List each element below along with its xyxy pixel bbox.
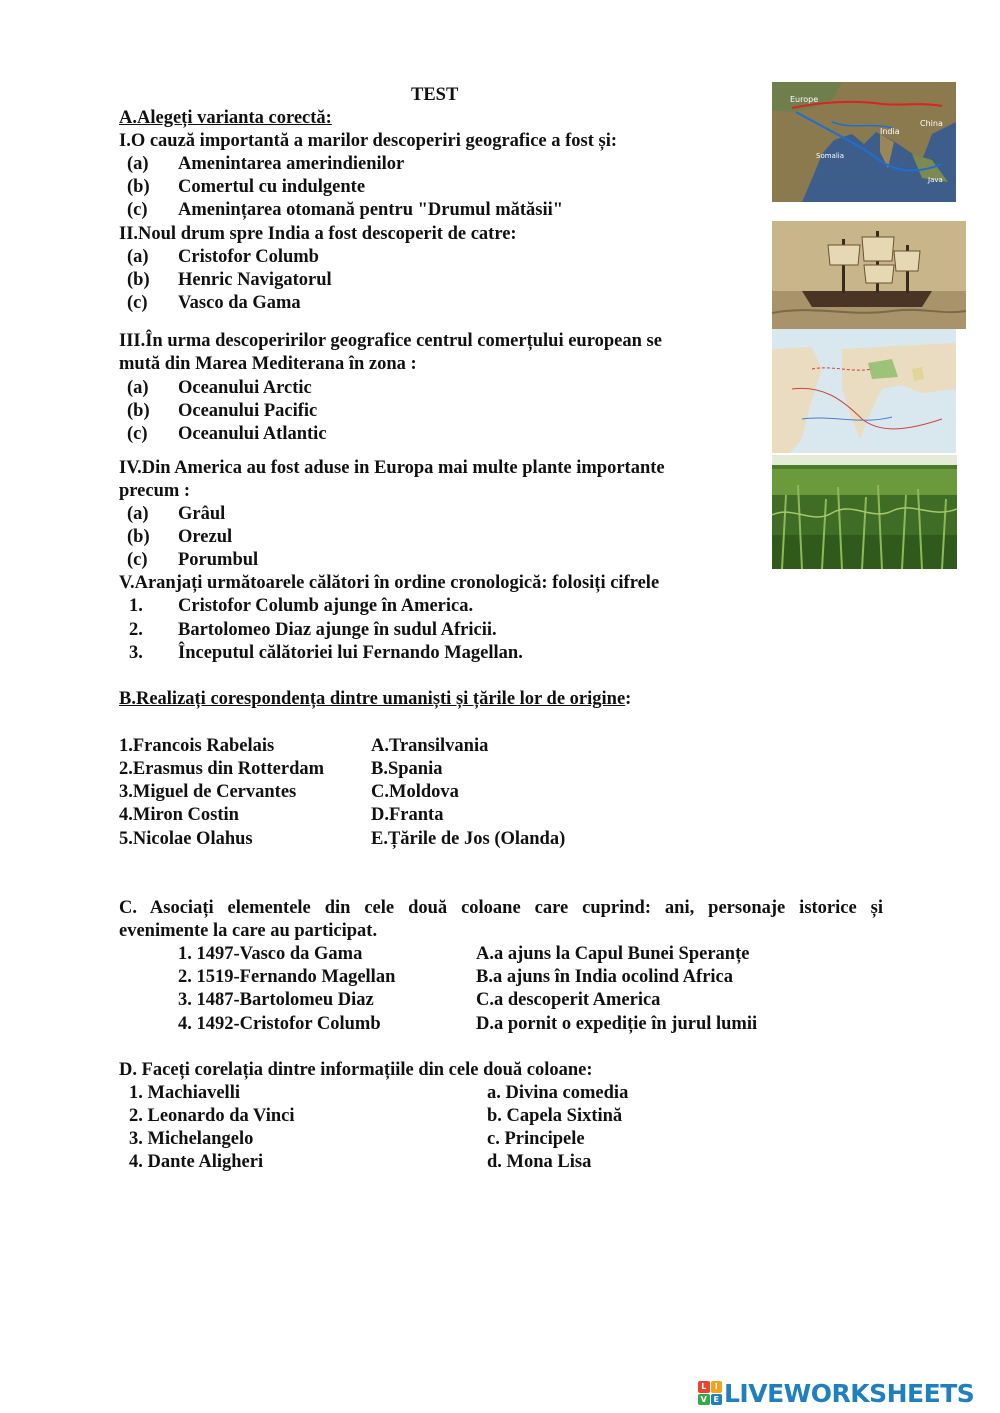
d-left-3[interactable]: 3. Michelangelo [129,1129,254,1149]
q3-option-b-letter: (b) [127,401,150,421]
q4-option-c[interactable]: Porumbul [178,550,259,570]
c-right-c[interactable]: C.a descoperit America [476,990,661,1010]
map-label-china: China [920,119,943,128]
q5-item-1[interactable]: Cristofor Columb ajunge în America. [178,596,474,616]
q1-option-b[interactable]: Comertul cu indulgente [178,177,366,197]
q1-option-a-letter: (a) [127,154,149,174]
question-3-line1: III.În urma descoperirilor geografice centrul comerțului european se [119,331,662,351]
q1-option-a[interactable]: Amenintarea amerindienilor [178,154,405,174]
q5-item-1-number: 1. [129,596,143,616]
q5-item-3[interactable]: Începutul călătoriei lui Fernando Magellan. [178,643,523,663]
c-left-4[interactable]: 4. 1492-Cristofor Columb [178,1014,381,1034]
q1-option-c-letter: (c) [127,200,148,220]
d-right-b[interactable]: b. Capela Sixtină [487,1106,623,1126]
section-d-heading: D. Faceți corelația dintre informațiile din cele două coloane: [119,1060,593,1080]
logo-letter-i: I [711,1381,723,1393]
d-left-2[interactable]: 2. Leonardo da Vinci [129,1106,295,1126]
page-title: TEST [411,85,459,105]
country-e[interactable]: E.Țările de Jos (Olanda) [371,829,566,849]
humanist-4[interactable]: 4.Miron Costin [119,805,239,825]
d-left-4[interactable]: 4. Dante Aligheri [129,1152,264,1172]
map-label-somalia: Somalia [816,152,845,160]
q3-option-c-letter: (c) [127,424,148,444]
c-left-1[interactable]: 1. 1497-Vasco da Gama [178,944,363,964]
q5-item-2-number: 2. [129,620,143,640]
map-label-india: India [880,127,900,136]
c-right-d[interactable]: D.a pornit o expediție în jurul lumii [476,1014,758,1034]
silk-road-map-image [772,82,956,202]
caravel-ship-image [772,221,966,329]
humanist-1[interactable]: 1.Francois Rabelais [119,736,275,756]
map-label-europe: Europe [790,95,819,104]
section-c-heading-line2: evenimente la care au participat. [119,921,378,941]
country-c[interactable]: C.Moldova [371,782,459,802]
discovery-routes-map-image [772,329,956,453]
q1-option-b-letter: (b) [127,177,150,197]
map-label-java: Java [928,176,943,184]
section-c-heading-line1: C. Asociați elementele din cele două coloane care cuprind: ani, personaje istorice și [119,898,883,918]
d-right-a[interactable]: a. Divina comedia [487,1083,629,1103]
q3-option-a-letter: (a) [127,378,149,398]
q4-option-b-letter: (b) [127,527,150,547]
humanist-3[interactable]: 3.Miguel de Cervantes [119,782,297,802]
question-1: I.O cauză importantă a marilor descoperiri geografice a fost și: [119,131,618,151]
section-b-heading-colon: : [625,689,632,709]
question-4-line1: IV.Din America au fost aduse in Europa mai multe plante importante [119,458,665,478]
q3-option-b[interactable]: Oceanului Pacific [178,401,318,421]
humanist-5[interactable]: 5.Nicolae Olahus [119,829,253,849]
q2-option-b[interactable]: Henric Navigatorul [178,270,332,290]
logo-letter-e: E [711,1394,723,1406]
section-b-heading-text: B.Realizați corespondența dintre umaniști și țările lor de origine [119,689,626,709]
q4-option-b[interactable]: Orezul [178,527,233,547]
q4-option-a-letter: (a) [127,504,149,524]
q5-item-2[interactable]: Bartolomeo Diaz ajunge în sudul Africii. [178,620,497,640]
humanist-2[interactable]: 2.Erasmus din Rotterdam [119,759,325,779]
c-left-2[interactable]: 2. 1519-Fernando Magellan [178,967,396,987]
question-4-line2: precum : [119,481,191,501]
logo-text: LIVEWORKSHEETS [724,1378,975,1408]
d-right-c[interactable]: c. Principele [487,1129,585,1149]
c-left-3[interactable]: 3. 1487-Bartolomeu Diaz [178,990,374,1010]
q3-option-c[interactable]: Oceanului Atlantic [178,424,327,444]
q4-option-c-letter: (c) [127,550,148,570]
logo-letter-v: V [698,1394,710,1406]
q2-option-a-letter: (a) [127,247,149,267]
country-d[interactable]: D.Franta [371,805,444,825]
q2-option-a[interactable]: Cristofor Columb [178,247,319,267]
question-2: II.Noul drum spre India a fost descoperit de catre: [119,224,517,244]
q2-option-c-letter: (c) [127,293,148,313]
country-a[interactable]: A.Transilvania [371,736,489,756]
d-left-1[interactable]: 1. Machiavelli [129,1083,240,1103]
section-a-heading: A.Alegeți varianta corectă: [119,108,332,128]
c-right-b[interactable]: B.a ajuns în India ocolind Africa [476,967,734,987]
country-b[interactable]: B.Spania [371,759,443,779]
q2-option-c[interactable]: Vasco da Gama [178,293,301,313]
question-3-line2: mută din Marea Mediterana în zona : [119,354,417,374]
q2-option-b-letter: (b) [127,270,150,290]
q3-option-a[interactable]: Oceanului Arctic [178,378,312,398]
logo-mark-icon [698,1381,722,1405]
q1-option-c[interactable]: Amenințarea otomană pentru "Drumul mătăsii" [178,200,564,220]
corn-field-image [772,455,957,569]
q5-item-3-number: 3. [129,643,143,663]
logo-letter-l: L [698,1381,710,1393]
section-b-heading [119,688,631,711]
question-5: V.Aranjați următoarele călători în ordine cronologică: folosiți cifrele [119,573,660,593]
liveworksheets-logo [698,1378,974,1408]
q4-option-a[interactable]: Grâul [178,504,226,524]
c-right-a[interactable]: A.a ajuns la Capul Bunei Speranțe [476,944,750,964]
d-right-d[interactable]: d. Mona Lisa [487,1152,592,1172]
